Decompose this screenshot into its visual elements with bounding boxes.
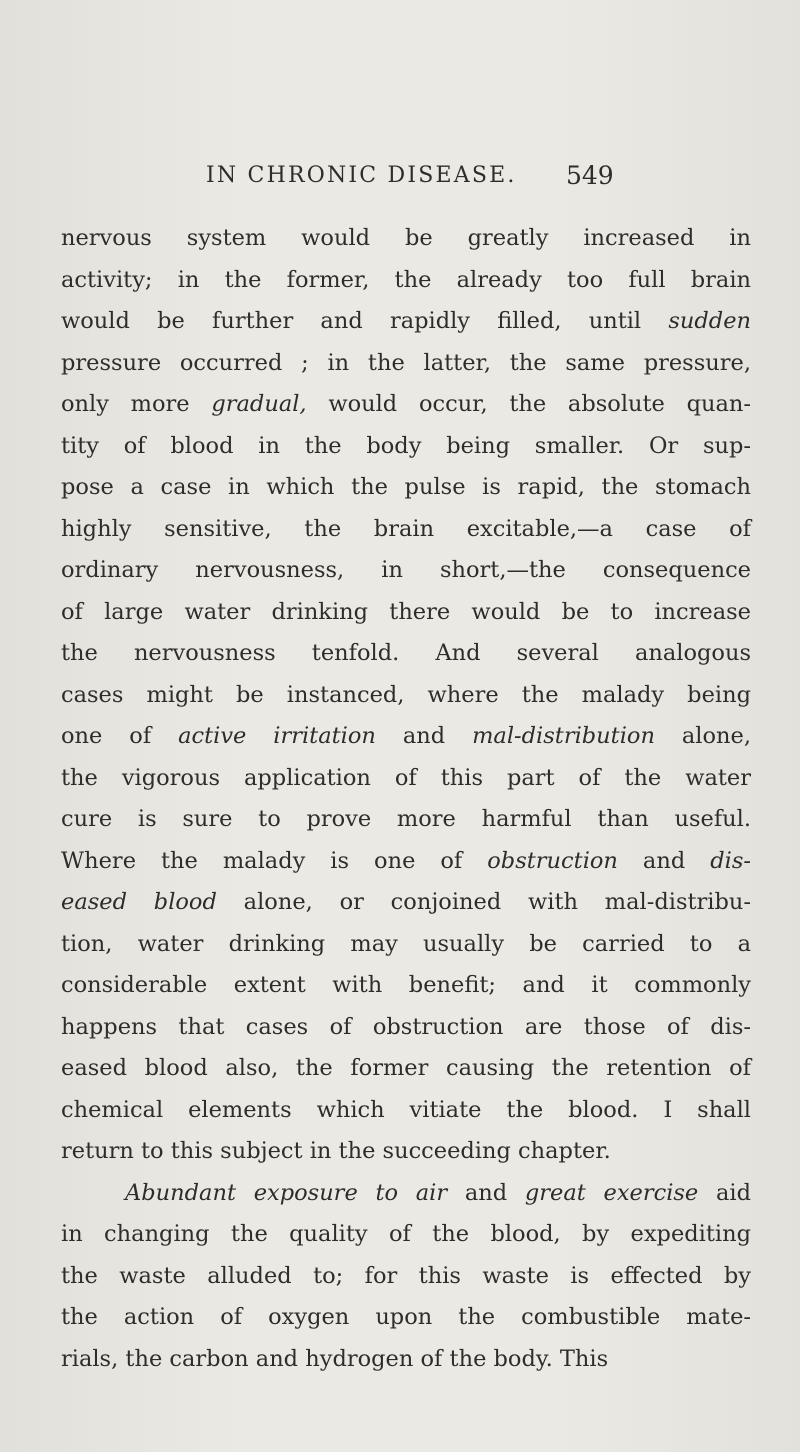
text-line: [61, 1090, 751, 1132]
text-run: nervous system would be greatly increased in: [61, 225, 751, 251]
text-run: only more: [61, 391, 212, 417]
text-run: alone, or conjoined with mal-distribu-: [216, 889, 751, 915]
text-run: of large water drinking there would be to increase: [61, 598, 751, 625]
text-line: [61, 1297, 751, 1339]
text-line: [61, 1048, 751, 1090]
body-text: [61, 218, 751, 1380]
italic-text: obstruction: [487, 847, 618, 874]
text-line: [61, 841, 751, 883]
text-line: [61, 592, 751, 634]
italic-text: Abundant exposure to air: [125, 1179, 448, 1206]
text-line: [61, 799, 751, 841]
text-line: [61, 550, 751, 592]
text-line: [61, 509, 751, 551]
text-line: [61, 467, 751, 509]
text-run: rials, the carbon and hydrogen of the body. This: [61, 1345, 609, 1372]
text-line: [61, 924, 751, 966]
text-run: happens that cases of obstruction are those of dis-: [61, 1013, 751, 1040]
text-run: activity; in the former, the already too full brain: [61, 266, 751, 293]
italic-text: eased blood: [61, 889, 217, 915]
text-line: [61, 343, 751, 385]
italic-text: sudden: [668, 308, 751, 334]
italic-text: mal-distribution: [472, 723, 655, 749]
text-run: considerable extent with benefit; and it commonly: [61, 972, 751, 998]
running-title: IN CHRONIC DISEASE.: [206, 163, 517, 188]
text-run: the vigorous application of this part of the water: [61, 764, 751, 791]
text-run: aid: [698, 1179, 751, 1206]
text-run: alone,: [654, 723, 751, 749]
text-run: chemical elements which vitiate the blood. I shall: [61, 1096, 751, 1123]
text-run: cure is sure to prove more harmful than useful.: [61, 806, 751, 832]
page-number: 549: [566, 161, 614, 190]
text-line: [61, 633, 751, 675]
text-line: [61, 965, 751, 1007]
text-run: cases might be instanced, where the malady being: [61, 681, 751, 708]
italic-text: active irritation: [178, 723, 376, 749]
italic-text: gradual,: [211, 391, 307, 417]
text-run: and: [375, 723, 473, 749]
text-run: ordinary nervousness, in short,—the consequence: [61, 557, 751, 583]
text-run: eased blood also, the former causing the retention of: [61, 1055, 751, 1081]
text-line: [61, 1173, 751, 1215]
text-line: [61, 1339, 751, 1381]
page-header: [0, 161, 800, 201]
text-run: the action of oxygen upon the combustible mate-: [61, 1304, 751, 1330]
text-run: one of: [61, 723, 179, 749]
italic-text: great exercise: [524, 1179, 699, 1206]
italic-text: dis-: [710, 847, 751, 874]
text-line: [61, 1256, 751, 1298]
text-line: [61, 1131, 751, 1173]
text-line: [61, 675, 751, 717]
text-run: tion, water drinking may usually be carried to a: [61, 930, 751, 957]
text-line: [61, 384, 751, 426]
text-line: [61, 716, 751, 758]
text-run: would occur, the absolute quan-: [306, 391, 751, 417]
text-line: [61, 758, 751, 800]
text-run: and: [617, 847, 711, 874]
text-run: in changing the quality of the blood, by expediting: [61, 1221, 751, 1247]
text-line: [61, 1214, 751, 1256]
text-run: would be further and rapidly filled, until: [61, 308, 669, 334]
text-run: pressure occurred ; in the latter, the same pressure,: [61, 349, 751, 376]
text-line: [61, 260, 751, 302]
text-run: the waste alluded to; for this waste is effected by: [61, 1262, 751, 1289]
text-run: return to this subject in the succeeding chapter.: [61, 1138, 611, 1164]
text-line: [61, 301, 751, 343]
text-run: Where the malady is one of: [61, 847, 488, 874]
text-run: tity of blood in the body being smaller. Or sup-: [61, 432, 751, 459]
text-line: [61, 426, 751, 468]
text-line: [61, 1007, 751, 1049]
text-run: the nervousness tenfold. And several analogous: [61, 640, 751, 666]
text-line: [61, 882, 751, 924]
text-run: and: [447, 1179, 525, 1206]
text-line: [61, 218, 751, 260]
text-run: highly sensitive, the brain excitable,—a case of: [61, 515, 751, 542]
text-run: pose a case in which the pulse is rapid, the stomach: [61, 474, 751, 500]
